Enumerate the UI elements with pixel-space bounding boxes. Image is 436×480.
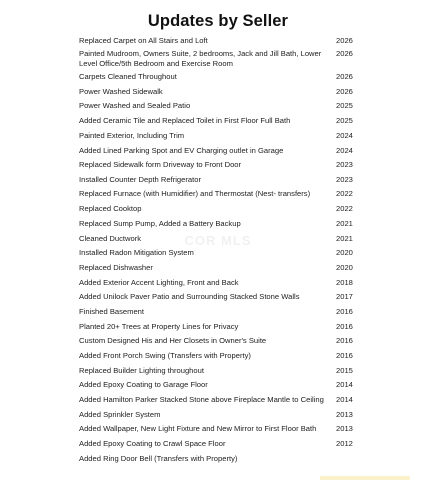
update-year: 2016 [336,336,353,345]
update-description: Painted Mudroom, Owners Suite, 2 bedrooms, Jack and Jill Bath, Lower Level Office/5th Bedroom and Exercise Room [79,49,322,68]
update-year: 2023 [336,175,353,184]
update-description: Painted Exterior, Including Trim [79,131,185,140]
update-description: Planted 20+ Trees at Property Lines for Privacy [79,322,239,331]
update-description: Replaced Carpet on All Stairs and Loft [79,36,208,45]
update-year: 2023 [336,160,353,169]
update-description: Power Washed Sidewalk [79,87,163,96]
update-description: Added Epoxy Coating to Garage Floor [79,380,208,389]
update-year: 2024 [336,146,353,155]
update-description: Added Epoxy Coating to Crawl Space Floor [79,439,226,448]
update-description: Added Lined Parking Spot and EV Charging outlet in Garage [79,146,284,155]
update-year: 2016 [336,307,353,316]
bottom-bar [320,476,410,480]
update-description: Added Sprinkler System [79,410,161,419]
update-description: Replaced Dishwasher [79,263,153,272]
update-description: Installed Radon Mitigation System [79,248,194,257]
update-year: 2014 [336,380,353,389]
update-description: Added Exterior Accent Lighting, Front and Back [79,278,239,287]
update-year: 2021 [336,234,353,243]
update-description: Replaced Cooktop [79,204,142,213]
update-year: 2016 [336,351,353,360]
update-year: 2017 [336,292,353,301]
update-year: 2021 [336,219,353,228]
update-year: 2015 [336,366,353,375]
update-description: Cleaned Ductwork [79,234,142,243]
update-description: Added Ceramic Tile and Replaced Toilet in First Floor Full Bath [79,116,291,125]
update-year: 2025 [336,101,353,110]
update-year: 2020 [336,263,353,272]
update-description: Custom Designed His and Her Closets in Owner's Suite [79,336,267,345]
update-year: 2022 [336,189,353,198]
update-year: 2014 [336,395,353,404]
update-year: 2012 [336,439,353,448]
update-year: 2026 [336,72,353,81]
update-description: Added Hamilton Parker Stacked Stone above Fireplace Mantle to Ceiling [79,395,324,404]
update-description: Replaced Sump Pump, Added a Battery Backup [79,219,241,228]
update-description: Replaced Furnace (with Humidifier) and Thermostat (Nest- transfers) [79,189,311,198]
update-description: Added Ring Door Bell (Transfers with Property) [79,454,238,463]
update-year: 2013 [336,424,353,433]
update-year: 2018 [336,278,353,287]
update-year: 2016 [336,322,353,331]
update-description: Replaced Builder Lighting throughout [79,366,204,375]
update-description: Installed Counter Depth Refrigerator [79,175,201,184]
update-year: 2026 [336,87,353,96]
update-description: Added Wallpaper, New Light Fixture and New Mirror to First Floor Bath [79,424,317,433]
update-year: 2022 [336,204,353,213]
update-description: Finished Basement [79,307,145,316]
update-year: 2026 [336,36,353,45]
update-year: 2024 [336,131,353,140]
update-description: Power Washed and Sealed Patio [79,101,191,110]
update-description: Carpets Cleaned Throughout [79,72,177,81]
update-description: Added Unilock Paver Patio and Surrounding Stacked Stone Walls [79,292,300,301]
update-year: 2013 [336,410,353,419]
update-description: Added Front Porch Swing (Transfers with Property) [79,351,251,360]
update-year: 2020 [336,248,353,257]
update-year: 2026 [336,49,353,58]
watermark: COR MLS [184,233,252,248]
update-year: 2025 [336,116,353,125]
update-description: Replaced Sidewalk form Driveway to Front Door [79,160,242,169]
page-title: Updates by Seller [147,12,289,30]
